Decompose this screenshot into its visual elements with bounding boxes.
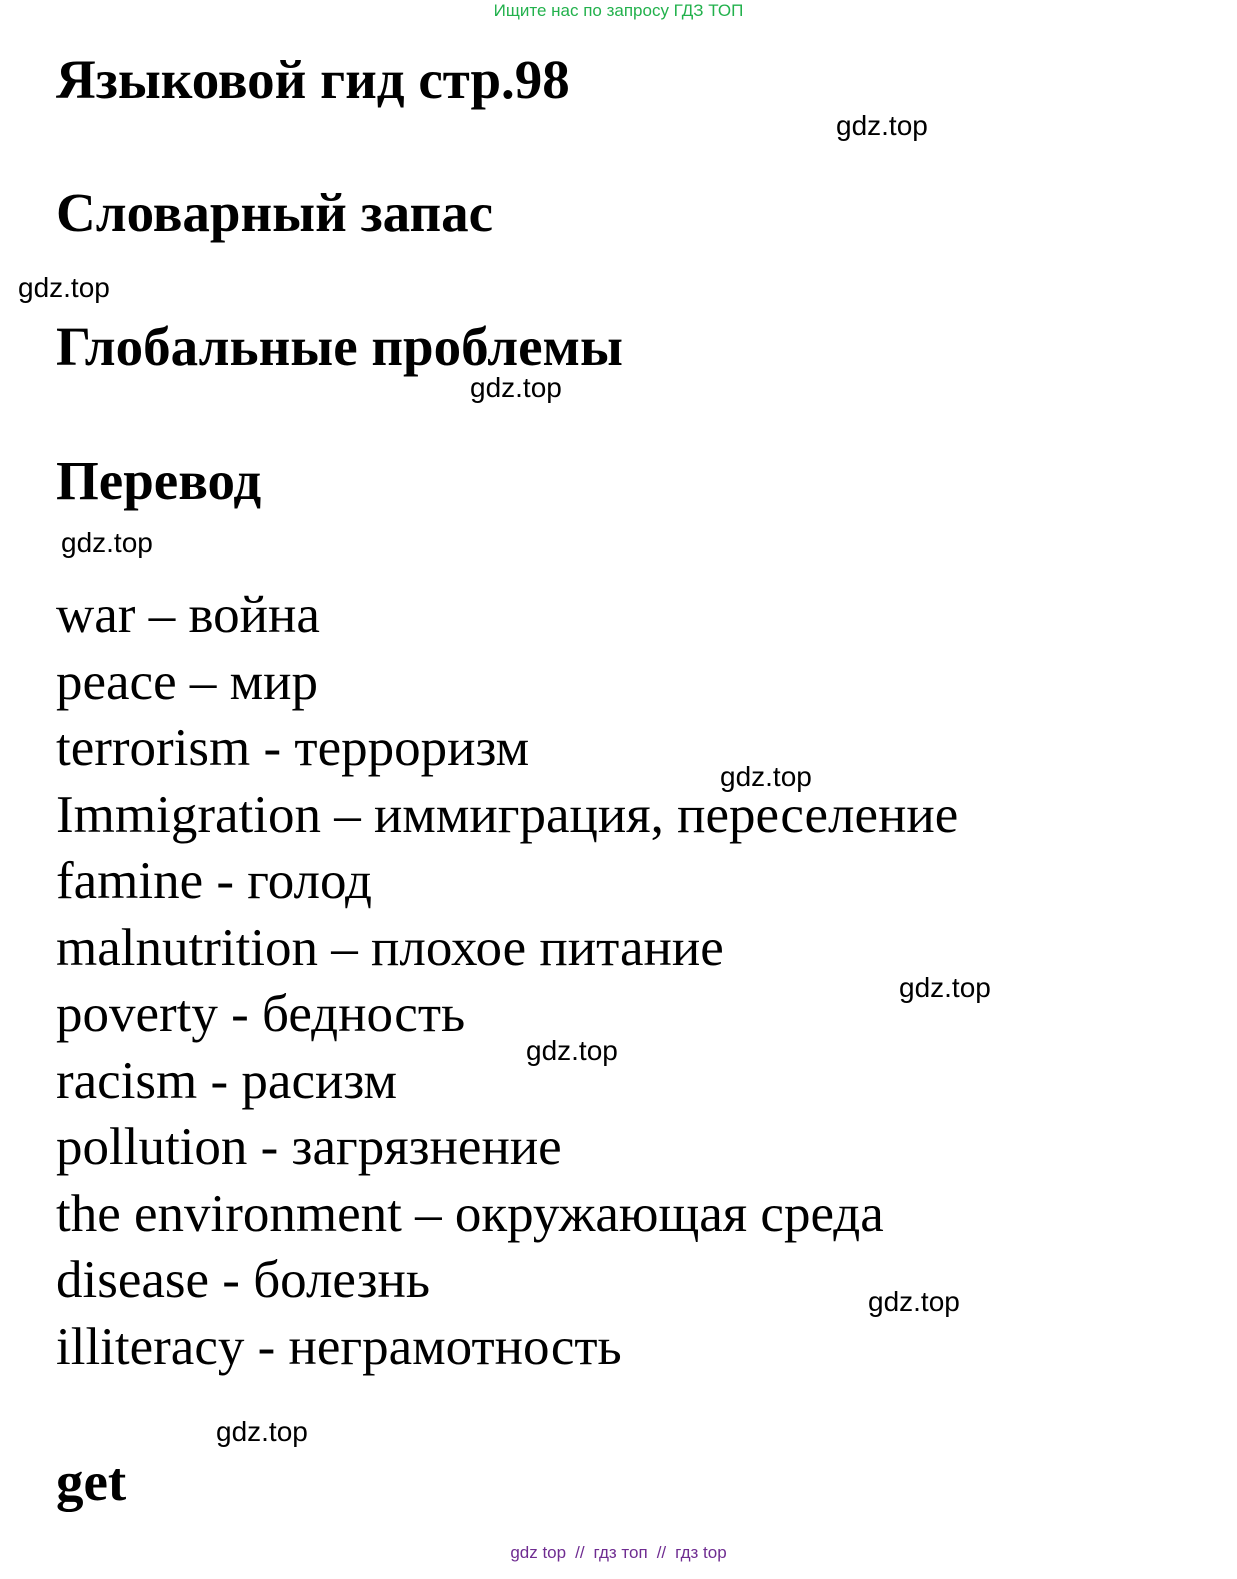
section-heading-next: get [56,1451,127,1512]
top-banner: Ищите нас по запросу ГДЗ ТОП [493,1,744,20]
footer-links [0,1542,1237,1564]
vocab-item: the environment – окружающая среда [56,1184,884,1243]
footer-link[interactable]: gdz top [510,1543,567,1562]
section-heading-vocabulary: Словарный запас [56,182,494,243]
watermark: gdz.top [868,1286,960,1317]
footer-link[interactable]: гдз top [675,1543,727,1562]
vocab-item: peace – мир [56,652,318,711]
section-heading-translation: Перевод [56,450,262,511]
vocab-item: malnutrition – плохое питание [56,918,724,977]
vocab-item: illiteracy - неграмотность [56,1317,622,1376]
footer-link[interactable]: гдз топ [593,1543,648,1562]
vocab-item: terrorism - терроризм [56,719,530,777]
vocab-item: Immigration – иммиграция, переселение [56,785,959,844]
section-heading-topic: Глобальные проблемы [56,316,623,377]
footer-separator: // [656,1543,667,1562]
watermark: gdz.top [470,372,562,403]
page-title: Языковой гид стр.98 [56,49,570,110]
watermark: gdz.top [216,1416,308,1447]
watermark: gdz.top [61,527,153,558]
watermark: gdz.top [18,272,110,303]
vocab-item: war – война [56,586,320,644]
watermark: gdz.top [526,1035,618,1066]
footer-separator: // [575,1543,585,1562]
watermark: gdz.top [836,110,928,141]
watermark: gdz.top [720,761,812,792]
vocab-item: poverty - бедность [56,985,466,1043]
vocab-item: famine - голод [56,852,372,910]
watermark: gdz.top [899,972,991,1003]
vocab-item: pollution - загрязнение [56,1118,562,1176]
vocab-item: racism - расизм [56,1051,398,1110]
vocabulary-list [56,582,958,1380]
vocab-item: disease - болезнь [56,1251,431,1309]
